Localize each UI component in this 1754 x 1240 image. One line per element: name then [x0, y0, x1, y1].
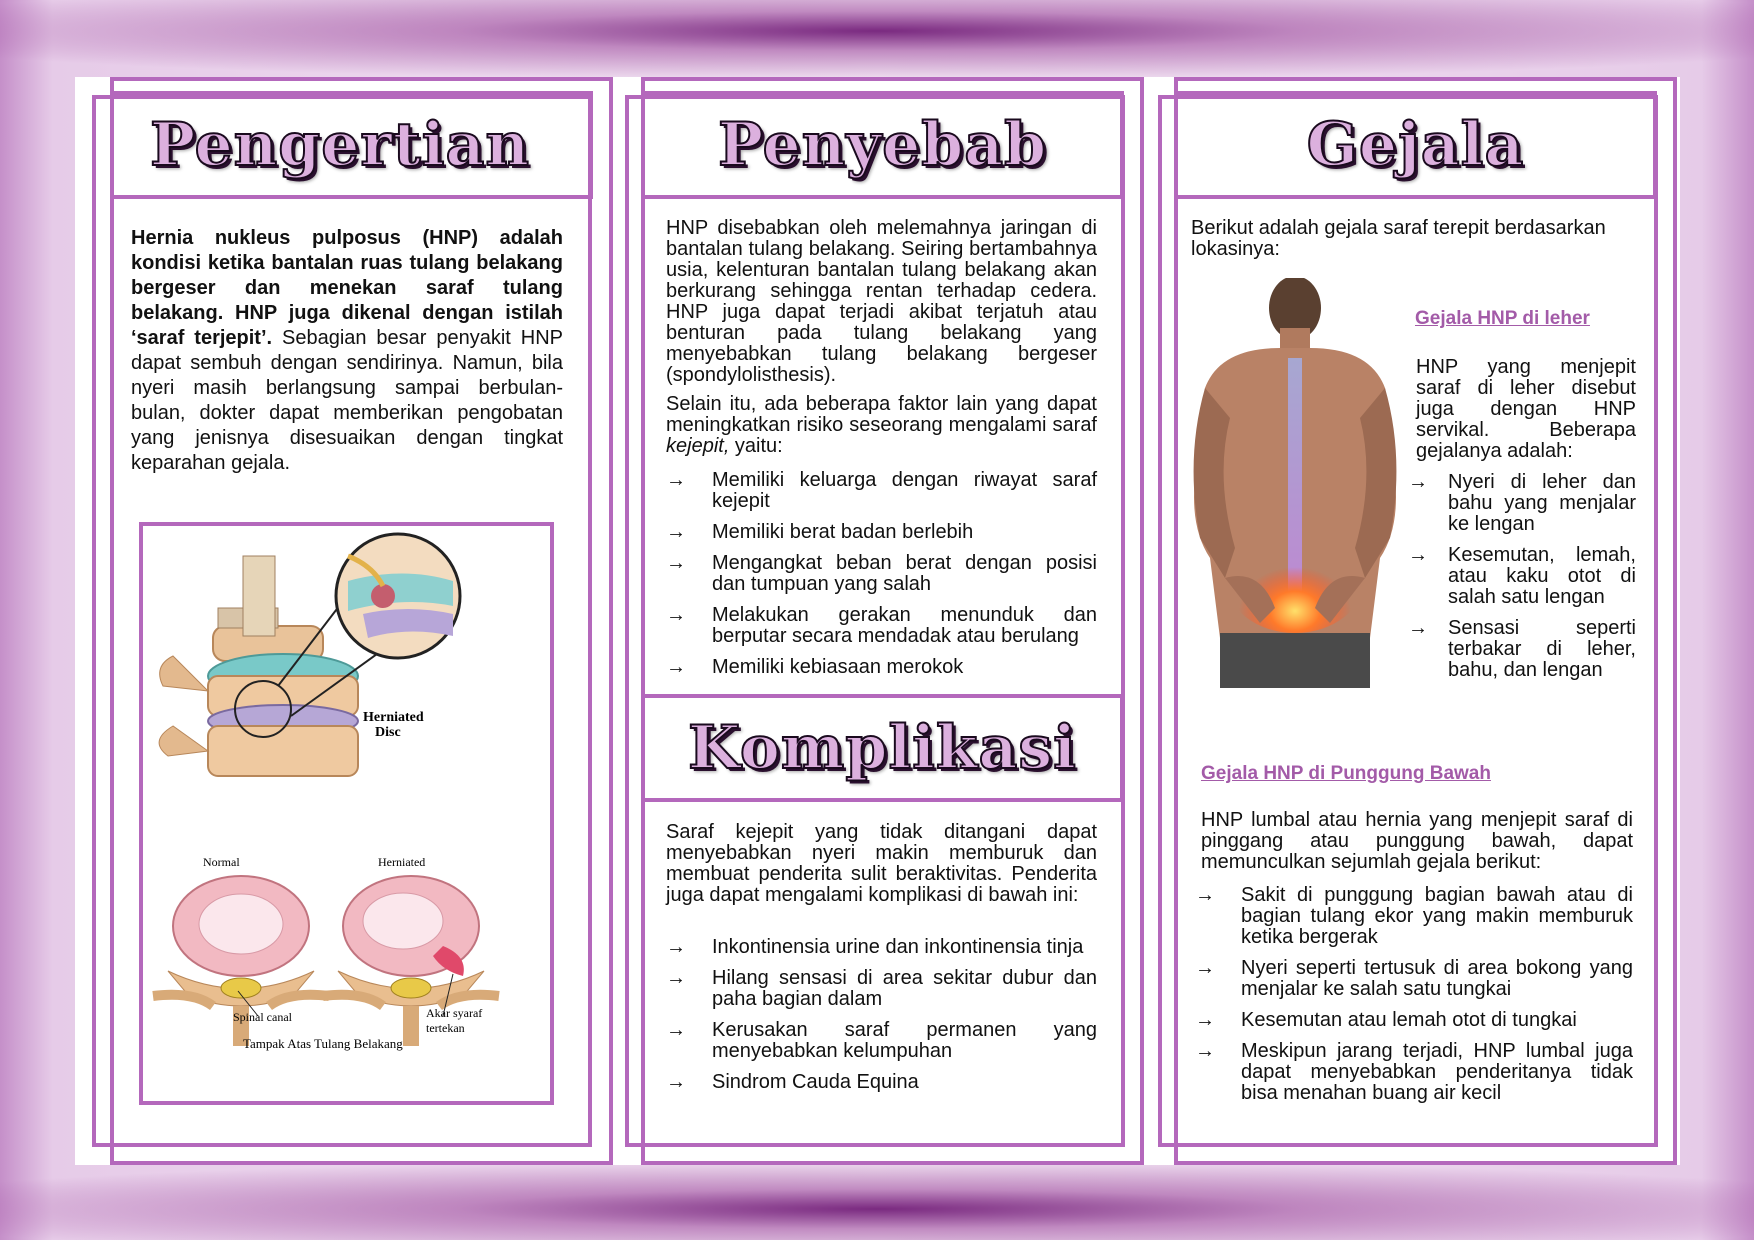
list-item: → Memiliki berat badan berlebih — [666, 521, 974, 543]
neck-symptoms-para: HNP yang menjepit saraf di leher disebut juga dengan HNP servikal. Beberapa gejalanya adalah: — [1416, 356, 1636, 462]
lower-back-symptoms-para: HNP lumbal atau hernia yang menjepit saraf di pinggang atau punggung bawah, dapat memunculkan sejumlah gejala berikut: — [1201, 809, 1633, 873]
list-item: → Hilang sensasi di area sekitar dubur dan paha bagian dalam — [666, 967, 1097, 1010]
figure-caption: Tampak Atas Tulang Belakang — [243, 1036, 403, 1051]
list-item: → Kerusakan saraf permanen yang menyebabkan kelumpuhan — [666, 1019, 1097, 1062]
list-item: → Sakit di punggung bagian bawah atau di bagian tulang ekor yang makin memburuk ketika bergerak — [1195, 884, 1633, 948]
panel1-body — [131, 226, 563, 476]
penyebab-para1: HNP disebabkan oleh melemahnya jaringan di bantalan tulang belakang. Seiring bertambahnya usia, kelenturan bantalan tulang belakang akan berkurang sehingga rentan terhadap cedera. HNP juga dapat terjadi akibat terjatuh atau benturan pada tulang belakang yang menyebabkan tulang belakang bergeser (spondylolisthesis). — [666, 217, 1097, 386]
panel3-title: Komplikasi — [688, 713, 1077, 783]
list-item: → Memiliki kebiasaan merokok — [666, 656, 964, 678]
neck-symptoms-list — [1408, 472, 1636, 691]
panel1-body-bold: Hernia nukleus pulposus (HNP) adalah kondisi ketika bantalan ruas tulang belakang bergeser dan menekan saraf tulang belakang. HNP juga dikenal dengan istilah ‘saraf terjepit’. — [131, 227, 563, 349]
neck-symptoms-heading: Gejala HNP di leher — [1415, 308, 1590, 329]
list-item: → Kesemutan, lemah, atau kaku otot di salah satu lengan — [1408, 544, 1636, 608]
gejala-intro: Berikut adalah gejala saraf terepit berdasarkan lokasinya: — [1191, 217, 1606, 260]
list-item: → Memiliki keluarga dengan riwayat saraf kejepit — [666, 469, 1097, 512]
vertebra-column — [159, 556, 358, 776]
lower-back-symptoms-list — [1195, 885, 1633, 1114]
zoom-circle — [336, 534, 460, 658]
komplikasi-body: Saraf kejepit yang tidak ditangani dapat menyebabkan nyeri makin memburuk dan membuat penderita sulit beraktivitas. Penderita juga dapat mengalami komplikasi di bawah ini: — [666, 821, 1097, 906]
panel4-title: Gejala — [1306, 110, 1525, 180]
list-item: → Mengangkat beban berat dengan posisi dan tumpuan yang salah — [666, 552, 1097, 595]
list-item: → Melakukan gerakan menunduk dan berputar secara mendadak atau berulang — [666, 604, 1097, 647]
herniated-disc-illustration — [143, 526, 550, 1101]
list-item: → Meskipun jarang terjadi, HNP lumbal juga dapat menyebabkan penderitanya tidak bisa menahan buang air kecil — [1195, 1040, 1633, 1104]
list-item: → Sindrom Cauda Equina — [666, 1071, 919, 1093]
back-pain-photo — [1180, 278, 1410, 688]
panel2-title: Penyebab — [717, 110, 1048, 180]
list-item: → Nyeri di leher dan bahu yang menjalar ke lengan — [1408, 471, 1636, 535]
list-item: → Nyeri seperti tertusuk di area bokong yang menjalar ke salah satu tungkai — [1195, 957, 1633, 1000]
komplikasi-list — [666, 937, 1097, 1103]
label-herniated: Herniated — [378, 855, 426, 869]
list-item: → Sensasi seperti terbakar di leher, bahu, dan lengan — [1408, 617, 1636, 681]
label-herniated-disc-2: Disc — [375, 725, 401, 740]
label-spinal-canal: Spinal canal — [233, 1010, 292, 1024]
list-item: → Kesemutan atau lemah otot di tungkai — [1195, 1009, 1577, 1031]
penyebab-para2: Selain itu, ada beberapa faktor lain yang dapat meningkatkan risiko seseorang mengalami saraf kejepit, yaitu: — [666, 393, 1097, 457]
label-herniated-disc-1: Herniated — [363, 710, 424, 725]
penyebab-list — [666, 470, 1097, 688]
lower-back-symptoms-heading: Gejala HNP di Punggung Bawah — [1201, 763, 1491, 784]
penyebab-body — [666, 218, 1097, 465]
label-akar-syaraf-2: tertekan — [426, 1021, 465, 1035]
label-akar-syaraf-1: Akar syaraf — [426, 1006, 483, 1020]
panel1-body-regular: Sebagian besar penyakit HNP dapat sembuh dengan sendirinya. Namun, bila nyeri masih berlangsung sampai berbulan-bulan, dokter dapat memberikan pengobatan yang jenisnya disesuaikan dengan tingkat keparahan gejala. — [131, 327, 563, 474]
panel1-title: Pengertian — [149, 110, 531, 180]
herniated-disc-cross-section — [323, 876, 499, 1046]
label-normal: Normal — [203, 855, 240, 869]
list-item: → Inkontinensia urine dan inkontinensia tinja — [666, 936, 1084, 958]
